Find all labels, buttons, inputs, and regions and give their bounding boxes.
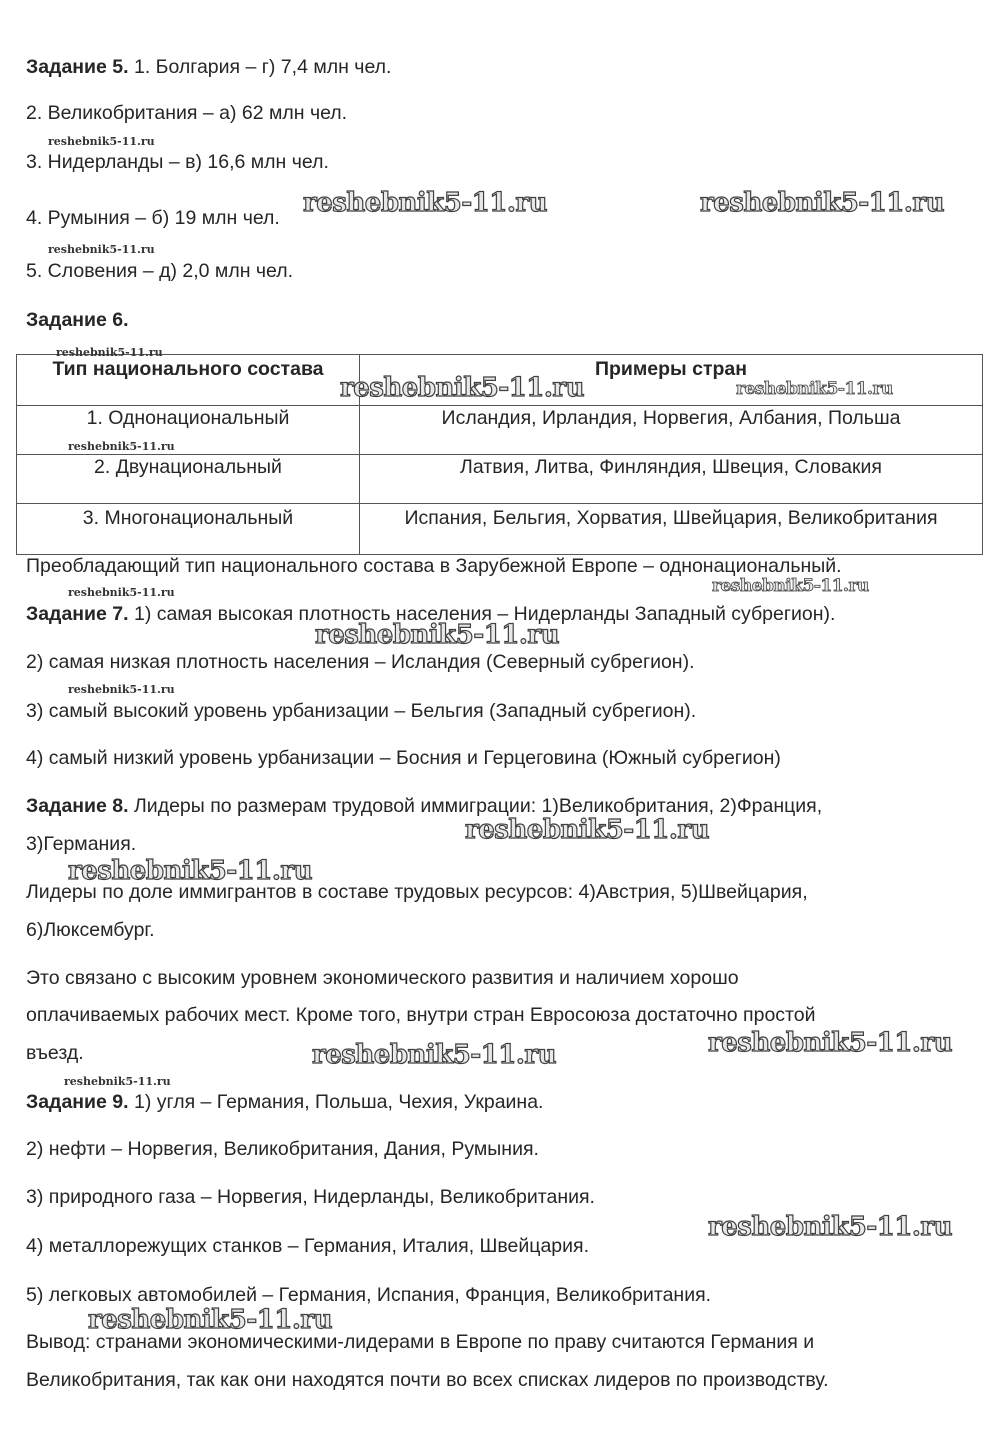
- watermark: reshebnik5-11.ru: [708, 1212, 953, 1242]
- watermark-small: reshebnik5-11.ru: [68, 440, 175, 453]
- table-cell-examples: Латвия, Литва, Финляндия, Швеция, Словакия: [360, 455, 983, 504]
- task8-text-3: Лидеры по доле иммигрантов в составе трудовых ресурсов: 4)Австрия, 5)Швейцария,: [26, 881, 808, 903]
- task5-item-5: 5. Словения – д) 2,0 млн чел.: [26, 260, 294, 282]
- task5-line-1: [26, 55, 391, 79]
- watermark: reshebnik5-11.ru: [736, 379, 893, 399]
- watermark: reshebnik5-11.ru: [88, 1305, 333, 1335]
- table-cell-examples: Испания, Бельгия, Хорватия, Швейцария, Великобритания: [360, 504, 983, 555]
- task8-text-1: Лидеры по размерам трудовой иммиграции: 1)Великобритания, 2)Франция,: [134, 795, 823, 817]
- task6-heading: Задание 6.: [26, 309, 129, 331]
- task5-heading: Задание 5.: [26, 56, 129, 78]
- table-row: [17, 455, 983, 504]
- table-cell-type: 3. Многонациональный: [17, 504, 360, 555]
- task9-item-3: 3) природного газа – Норвегия, Нидерланды, Великобритания.: [26, 1186, 595, 1208]
- task5-item-3: 3. Нидерланды – в) 16,6 млн чел.: [26, 151, 329, 173]
- watermark: reshebnik5-11.ru: [312, 1040, 557, 1070]
- task8-text-4: 6)Люксембург.: [26, 919, 155, 941]
- watermark: reshebnik5-11.ru: [303, 188, 548, 218]
- watermark-small: reshebnik5-11.ru: [64, 1075, 171, 1088]
- table-row: [17, 504, 983, 555]
- task9-item-2: 2) нефти – Норвегия, Великобритания, Дания, Румыния.: [26, 1138, 539, 1160]
- task9-heading: Задание 9.: [26, 1091, 129, 1113]
- table-header-examples: Примеры стран: [360, 355, 983, 406]
- watermark: reshebnik5-11.ru: [712, 576, 869, 596]
- task7-heading: Задание 7.: [26, 603, 129, 625]
- task9-item-1: 1) угля – Германия, Польша, Чехия, Украина.: [134, 1091, 544, 1113]
- watermark-small: reshebnik5-11.ru: [68, 586, 175, 599]
- task7-item-4: 4) самый низкий уровень урбанизации – Босния и Герцеговина (Южный субрегион): [26, 747, 781, 769]
- table-cell-examples: Исландия, Ирландия, Норвегия, Албания, Польша: [360, 406, 983, 455]
- task8-text-2: 3)Германия.: [26, 833, 137, 855]
- watermark: reshebnik5-11.ru: [340, 373, 585, 403]
- task9-item-5: 5) легковых автомобилей – Германия, Испания, Франция, Великобритания.: [26, 1284, 712, 1306]
- task9-conclusion-1: Вывод: странами экономическими-лидерами в Европе по праву считаются Германия и: [26, 1331, 815, 1353]
- watermark: reshebnik5-11.ru: [465, 815, 710, 845]
- watermark-small: reshebnik5-11.ru: [48, 243, 155, 256]
- task6-line: [26, 308, 129, 332]
- task8-text-6: оплачиваемых рабочих мест. Кроме того, внутри стран Евросоюза достаточно простой: [26, 1004, 816, 1026]
- task7-item-1: 1) самая высокая плотность населения – Нидерланды Западный субрегион).: [134, 603, 836, 625]
- task7-item-3: 3) самый высокий уровень урбанизации – Бельгия (Западный субрегион).: [26, 700, 697, 722]
- task5-item-2: 2. Великобритания – а) 62 млн чел.: [26, 102, 348, 124]
- task9-line-1: [26, 1090, 543, 1114]
- table-cell-type: 2. Двунациональный: [17, 455, 360, 504]
- task9-item-4: 4) металлорежущих станков – Германия, Италия, Швейцария.: [26, 1235, 590, 1257]
- watermark: reshebnik5-11.ru: [708, 1028, 953, 1058]
- watermark-small: reshebnik5-11.ru: [56, 346, 163, 359]
- task5-item-4: 4. Румыния – б) 19 млн чел.: [26, 207, 280, 229]
- task8-text-7: въезд.: [26, 1042, 84, 1064]
- table-cell-type: 1. Однонациональный: [17, 406, 360, 455]
- table-header-type: Тип национального состава: [17, 355, 360, 406]
- task8-heading: Задание 8.: [26, 795, 129, 817]
- watermark: reshebnik5-11.ru: [700, 188, 945, 218]
- watermark-small: reshebnik5-11.ru: [48, 135, 155, 148]
- task5-item-1: 1. Болгария – г) 7,4 млн чел.: [134, 56, 392, 78]
- task7-item-2: 2) самая низкая плотность населения – Исландия (Северный субрегион).: [26, 651, 695, 673]
- task9-conclusion-2: Великобритания, так как они находятся почти во всех списках лидеров по производству.: [26, 1369, 829, 1391]
- task6-conclusion: Преобладающий тип национального состава в Зарубежной Европе – однонациональный.: [26, 555, 842, 577]
- watermark-small: reshebnik5-11.ru: [68, 683, 175, 696]
- watermark: reshebnik5-11.ru: [68, 856, 313, 886]
- task8-text-5: Это связано с высоким уровнем экономического развития и наличием хорошо: [26, 967, 739, 989]
- watermark: reshebnik5-11.ru: [315, 620, 560, 650]
